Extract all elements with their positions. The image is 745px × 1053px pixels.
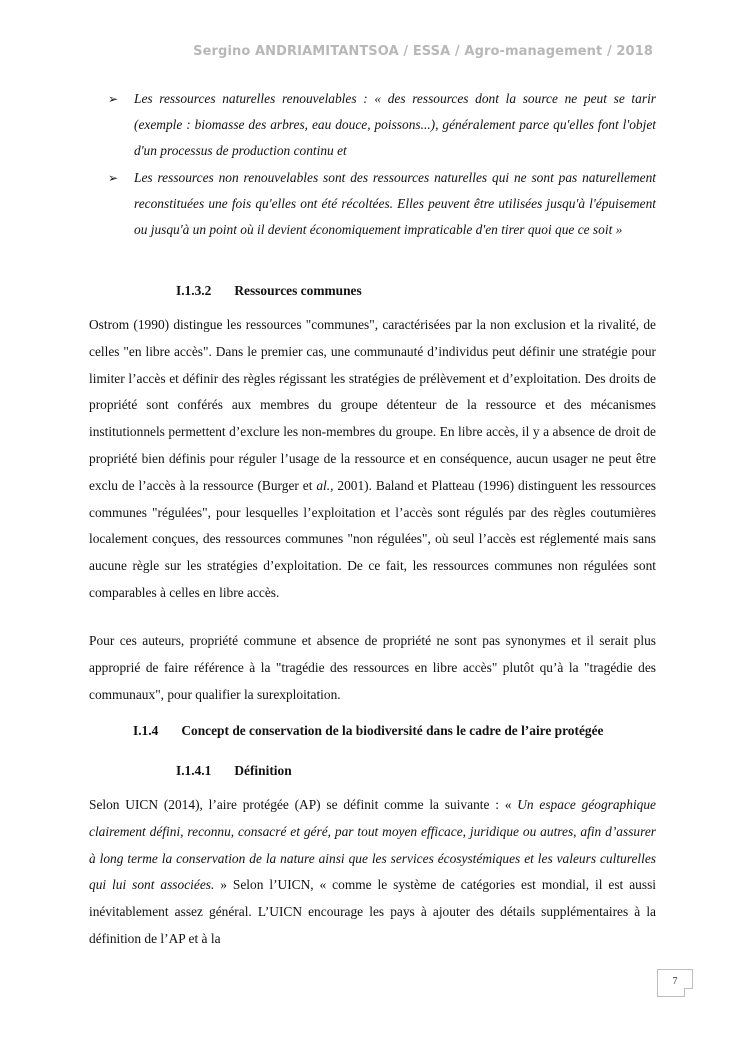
- paragraph-text: 2001). Baland et Platteau (1996) distinguent les ressources communes "régulées", pour lesquelles l’exploitation et l’accès sont régulés par des règles coutumières localement conçues, des ressources communes "non régulées", où seul l’accès est réglementé mais sans aucune règle sur les stratégies d’exploitation. De ce fait, les ressources communes non régulées sont comparables à celles en libre accès.: [89, 477, 656, 600]
- section-number: I.1.4: [133, 723, 159, 738]
- paragraph-uicn: [89, 792, 656, 953]
- section-title: Ressources communes: [234, 283, 362, 298]
- section-heading-1132: [176, 283, 362, 299]
- bullet-nonrenewable: [108, 165, 656, 244]
- paragraph-text: » Selon l’UICN, « comme le système de catégories est mondial, il est aussi inévitablement assez général. L’UICN encourage les pays à ajouter des détails supplémentaires à la définition de l’AP et à la: [89, 877, 656, 946]
- citation-al: al.,: [316, 477, 334, 493]
- uicn-definition-quote: Un espace géographique clairement défini, reconnu, consacré et géré, par tout moyen efficace, juridique ou autres, afin d’assurer à long terme la conservation de la nature ainsi que les services écosystémiques et les valeurs culturelles qui lui sont associées.: [89, 797, 657, 893]
- resource-bullet-list: [108, 86, 656, 243]
- bullet-text: Les ressources naturelles renouvelables : « des ressources dont la source ne peut se tarir (exemple : biomasse des arbres, eau douce, poissons...), généralement parce qu'elles font l'objet d'un processus de production continu et: [134, 91, 656, 159]
- arrow-bullet-icon: ➢: [108, 170, 119, 185]
- arrow-bullet-icon: ➢: [108, 92, 119, 106]
- section-number: I.1.4.1: [176, 763, 212, 778]
- running-header: Sergino ANDRIAMITANTSOA / ESSA / Agro-management / 2018: [193, 44, 653, 59]
- section-heading-1141: [176, 763, 292, 779]
- bullet-text: Les ressources non renouvelables sont des ressources naturelles qui ne sont pas naturellement reconstituées une fois qu'elles ont été récoltées. Elles peuvent être utilisées jusqu'à l'épuisement ou jusqu'à un point où il devient économiquement impraticable d'en tirer quoi que ce soit »: [134, 169, 656, 238]
- paragraph-auteurs: Pour ces auteurs, propriété commune et absence de propriété ne sont pas synonymes et il serait plus approprié de faire référence à la "tragédie des ressources en libre accès" plutôt qu’à la "tragédie des communaux", pour qualifier la surexploitation.: [89, 633, 656, 702]
- section-title: Concept de conservation de la biodiversité dans le cadre de l’aire protégée: [181, 723, 604, 738]
- bullet-renewable: [108, 86, 656, 165]
- page-number-box: [657, 969, 693, 997]
- folded-corner-icon: [684, 988, 693, 997]
- section-heading-114: [133, 723, 603, 739]
- paragraph-text: Selon UICN (2014), l’aire protégée (AP) se définit comme la suivante : «: [89, 797, 518, 812]
- section-title: Définition: [234, 763, 292, 778]
- paragraph-ostrom: [89, 312, 656, 607]
- section-number: I.1.3.2: [176, 283, 212, 298]
- paragraph-text: Ostrom (1990) distingue les ressources "communes", caractérisées par la non exclusion et la rivalité, de celles "en libre accès". Dans le premier cas, une communauté d’individus peut définir une stratégie pour limiter l’accès et définir des règles régissant les stratégies de prélèvement et d’exploitation. Des droits de propriété sont conférés aux membres du groupe détenteur de la ressource et des mécanismes institutionnels permettent d’exclure les non-membres du groupe. En libre accès, il y a absence de droit de propriété bien définis pour réguler l’usage de la ressource et en conséquence, aucun usager ne peut être exclu de l’accès à la ressource (Burger et: [89, 317, 656, 493]
- page-number: 7: [672, 976, 678, 987]
